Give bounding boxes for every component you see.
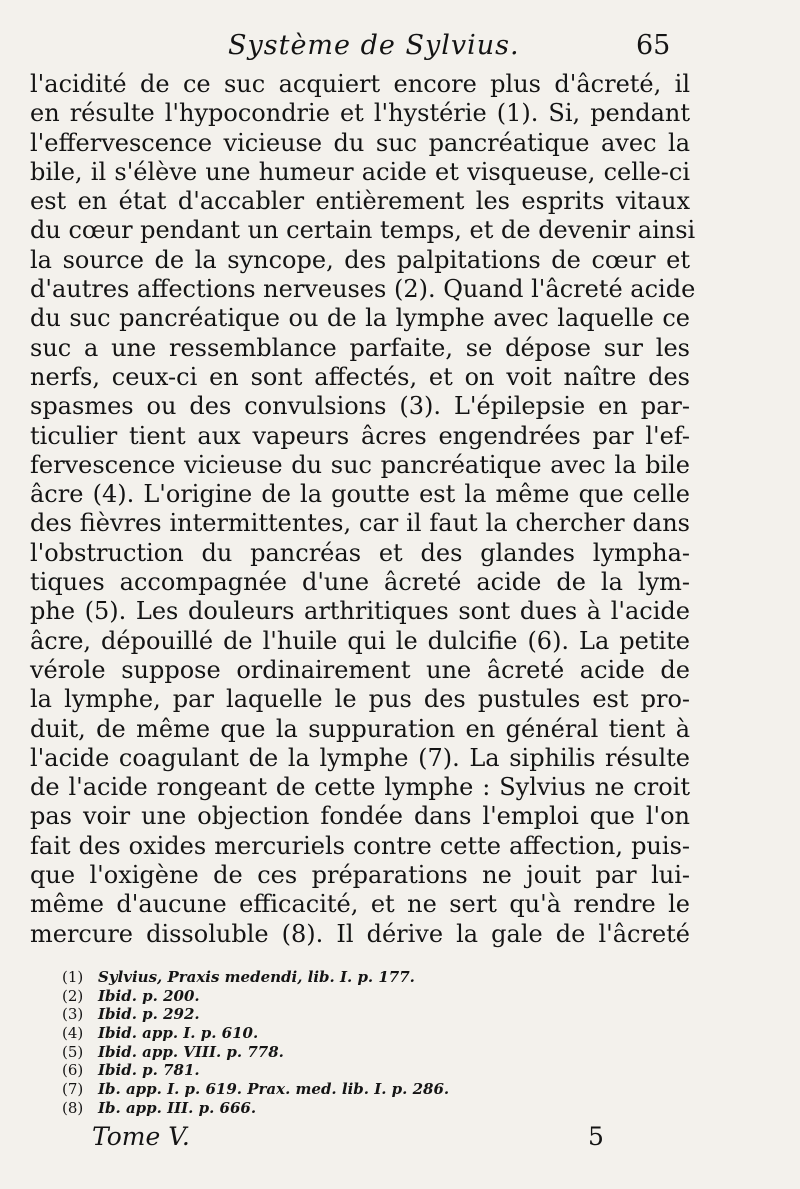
footnote: [62, 987, 582, 1006]
body-line: l'acidité de ce suc acquiert encore plus d'âcreté, il: [30, 70, 690, 98]
body-line: pas voir une objection fondée dans l'emploi que l'on: [30, 802, 690, 831]
footnote-number: (1): [62, 968, 84, 986]
footnote-text: Ib. app. I. p. 619. Prax. med. lib. I. p. 286.: [98, 1080, 450, 1099]
body-line: spasmes ou des convulsions (3). L'épilepsie en par-: [30, 392, 690, 421]
footnote-text: Ibid. app. I. p. 610.: [98, 1024, 259, 1043]
footnote-number: (2): [62, 986, 84, 1005]
footnote-text: Ibid. app. VIII. p. 778.: [98, 1042, 284, 1061]
running-head: [0, 30, 800, 70]
body-line: fervescence vicieuse du suc pancréatique avec la bile: [30, 450, 690, 479]
footnote: [62, 1024, 582, 1043]
footnote-number: (7): [62, 1080, 84, 1099]
footnote-text: Ibid. p. 292.: [98, 1005, 200, 1024]
body-line: duit, de même que la suppuration en général tient à: [30, 714, 690, 743]
body-line: la source de la syncope, des palpitations de cœur et: [30, 245, 690, 274]
body-line: l'effervescence vicieuse du suc pancréatique avec la: [30, 128, 690, 157]
body-line: en résulte l'hypocondrie et l'hystérie (1). Si, pendant: [30, 99, 690, 128]
body-line: phe (5). Les douleurs arthritiques sont dues à l'acide: [30, 597, 690, 626]
footnote: [62, 1099, 582, 1118]
body-line: des fièvres intermittentes, car il faut la chercher dans: [30, 509, 690, 538]
body-line: d'autres affections nerveuses (2). Quand l'âcreté acide: [30, 275, 696, 304]
body-line: ticulier tient aux vapeurs âcres engendrées par l'ef-: [30, 421, 690, 450]
body-line: même d'aucune efficacité, et ne sert qu'à rendre le: [30, 890, 690, 919]
body-line: de l'acide rongeant de cette lymphe : Sylvius ne croit: [30, 773, 690, 802]
body-line: l'acide coagulant de la lymphe (7). La siphilis résulte: [30, 743, 690, 772]
body-text: [30, 70, 696, 949]
body-line: fait des oxides mercuriels contre cette affection, puis-: [30, 831, 690, 860]
footnote: [62, 968, 582, 987]
footnote: [62, 1005, 582, 1024]
body-line: vérole suppose ordinairement une âcreté acide de: [30, 655, 690, 684]
footnote-text: Ibid. p. 781.: [98, 1061, 200, 1080]
footnote-text: Ibid. p. 200.: [98, 986, 200, 1005]
footnotes: [62, 968, 582, 1118]
signature-line: [0, 1122, 800, 1162]
body-line: suc a une ressemblance parfaite, se dépose sur les: [30, 333, 690, 362]
body-line: mercure dissoluble (8). Il dérive la gale de l'âcreté: [30, 919, 690, 948]
footnote-number: (8): [62, 1098, 84, 1117]
body-line: du suc pancréatique ou de la lymphe avec laquelle ce: [30, 304, 690, 333]
body-line: la lymphe, par laquelle le pus des pustules est pro-: [30, 685, 690, 714]
body-line: âcre (4). L'origine de la goutte est la même que celle: [30, 480, 690, 509]
running-title: Système de Sylvius.: [228, 30, 520, 61]
footnote-number: (5): [62, 1042, 84, 1061]
body-line: nerfs, ceux-ci en sont affectés, et on voit naître des: [30, 362, 690, 391]
body-line: l'obstruction du pancréas et des glandes lympha-: [30, 538, 690, 567]
footnote-text: Ib. app. III. p. 666.: [98, 1098, 257, 1117]
body-line: bile, il s'élève une humeur acide et visqueuse, celle-ci: [30, 157, 690, 186]
page-number: 65: [636, 30, 671, 61]
footnote-text: Sylvius, Praxis medendi, lib. I. p. 177.: [98, 968, 415, 986]
footnote: [62, 1061, 582, 1080]
tome-label: Tome V.: [92, 1122, 190, 1151]
body-line: du cœur pendant un certain temps, et de devenir ainsi: [30, 216, 696, 245]
body-line: que l'oxigène de ces préparations ne jouit par lui-: [30, 861, 690, 890]
footnote: [62, 1043, 582, 1062]
signature-number: 5: [588, 1122, 604, 1151]
footnote-number: (3): [62, 1005, 84, 1024]
body-line: est en état d'accabler entièrement les esprits vitaux: [30, 187, 690, 216]
body-line: tiques accompagnée d'une âcreté acide de la lym-: [30, 568, 690, 597]
body-line: âcre, dépouillé de l'huile qui le dulcifie (6). La petite: [30, 626, 690, 655]
footnote: [62, 1080, 582, 1099]
footnote-number: (4): [62, 1024, 84, 1043]
footnote-number: (6): [62, 1061, 84, 1080]
